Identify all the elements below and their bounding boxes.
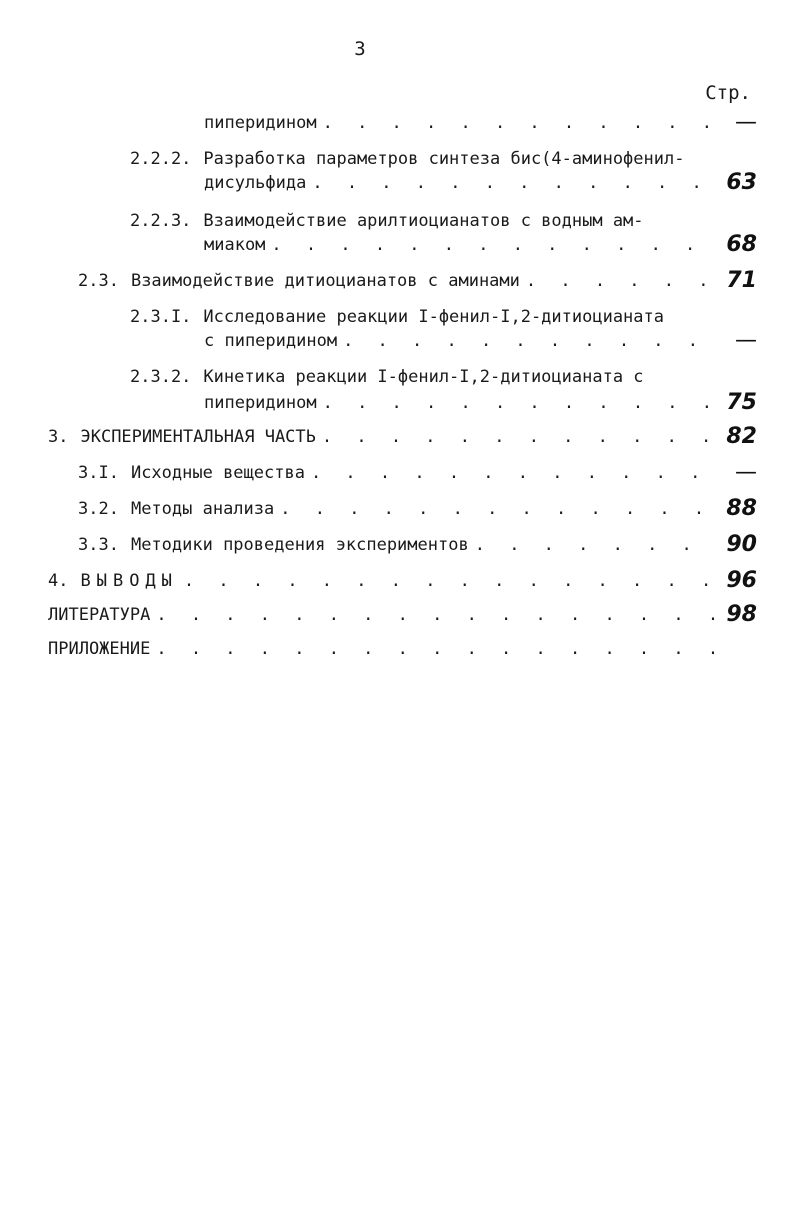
toc-entry-number: 2.2.3. xyxy=(130,211,192,231)
toc-entry-page: 96 xyxy=(726,568,757,593)
dot-leader xyxy=(271,234,717,256)
toc-line xyxy=(48,562,757,592)
toc-line xyxy=(204,384,757,414)
toc-entry-page: — xyxy=(735,110,757,135)
toc-line xyxy=(48,630,757,660)
toc-entry-text: Исходные вещества xyxy=(130,463,305,483)
page-number: 3 xyxy=(354,38,366,60)
toc-entry-text: Кинетика реакции I-фенил-I,2-дитиоцианата с xyxy=(203,367,644,387)
toc-line xyxy=(78,454,757,484)
toc-entry-number: 3. xyxy=(48,427,69,447)
toc-entry-page: 75 xyxy=(726,390,757,415)
toc-entry-text: пиперидином xyxy=(204,393,317,413)
dot-leader xyxy=(343,330,717,352)
toc-entry-text: миаком xyxy=(204,235,266,255)
toc-line xyxy=(204,226,757,256)
toc-entry-text: Методы анализа xyxy=(130,499,275,519)
toc-entry-number: 2.3. xyxy=(78,271,119,291)
dot-leader xyxy=(475,534,717,556)
toc-entry-text: ВЫВОДЫ xyxy=(80,571,178,591)
toc-entry-page: — xyxy=(735,328,757,353)
dot-leader xyxy=(312,172,717,194)
dot-leader xyxy=(311,462,717,484)
toc-line xyxy=(78,526,757,556)
toc-entry-text: ЛИТЕРАТУРА xyxy=(48,605,151,625)
toc-entry-text: Методики проведения экспериментов xyxy=(130,535,469,555)
dot-leader xyxy=(323,112,717,134)
toc-entry-number: 2.3.2. xyxy=(130,367,192,387)
dot-leader xyxy=(184,570,717,592)
dot-leader xyxy=(322,426,717,448)
toc-line xyxy=(48,596,757,626)
toc-entry-text: Разработка параметров синтеза бис(4-аминофенил- xyxy=(203,149,685,169)
dot-leader xyxy=(156,604,717,626)
toc-entry-page: 88 xyxy=(726,496,757,521)
toc-entry-text: дисульфида xyxy=(204,173,307,193)
toc-entry-number: 4. xyxy=(48,571,69,591)
dot-leader xyxy=(280,498,717,520)
toc-entry-text: пиперидином xyxy=(204,113,317,133)
toc-entry-page: 63 xyxy=(726,170,757,195)
toc-entry-page: 71 xyxy=(726,268,757,293)
toc-entry-text: ЭКСПЕРИМЕНТАЛЬНАЯ ЧАСТЬ xyxy=(80,427,316,447)
toc-entry-page: 82 xyxy=(726,424,757,449)
toc-entry-text: Взаимодействие дитиоцианатов с аминами xyxy=(130,271,520,291)
toc-line xyxy=(204,322,757,352)
toc-line xyxy=(48,418,757,448)
page-column-label: Стр. xyxy=(705,82,751,104)
toc-entry-page: — xyxy=(735,460,757,485)
toc-line xyxy=(204,164,757,194)
toc-entry-number: 3.2. xyxy=(78,499,119,519)
toc-entry-number: 2.3.I. xyxy=(130,307,192,327)
toc-line xyxy=(78,490,757,520)
toc-entry-number: 3.3. xyxy=(78,535,119,555)
toc-entry-number: 2.2.2. xyxy=(130,149,192,169)
toc-entry-page: 98 xyxy=(726,602,757,627)
toc-entry-text: с пиперидином xyxy=(204,331,338,351)
toc-entry-text: ПРИЛОЖЕНИЕ xyxy=(48,639,151,659)
dot-leader xyxy=(526,270,717,292)
dot-leader xyxy=(156,638,717,660)
toc-entry-text: Взаимодействие арилтиоцианатов с водным ам- xyxy=(203,211,644,231)
toc-line xyxy=(204,104,757,134)
dot-leader xyxy=(323,392,717,414)
toc-entry-number: 3.I. xyxy=(78,463,119,483)
toc-line xyxy=(78,262,757,292)
toc-entry-page: 90 xyxy=(726,532,757,557)
toc-entry-text: Исследование реакции I-фенил-I,2-дитиоцианата xyxy=(203,307,664,327)
toc-entry-page: 68 xyxy=(726,232,757,257)
